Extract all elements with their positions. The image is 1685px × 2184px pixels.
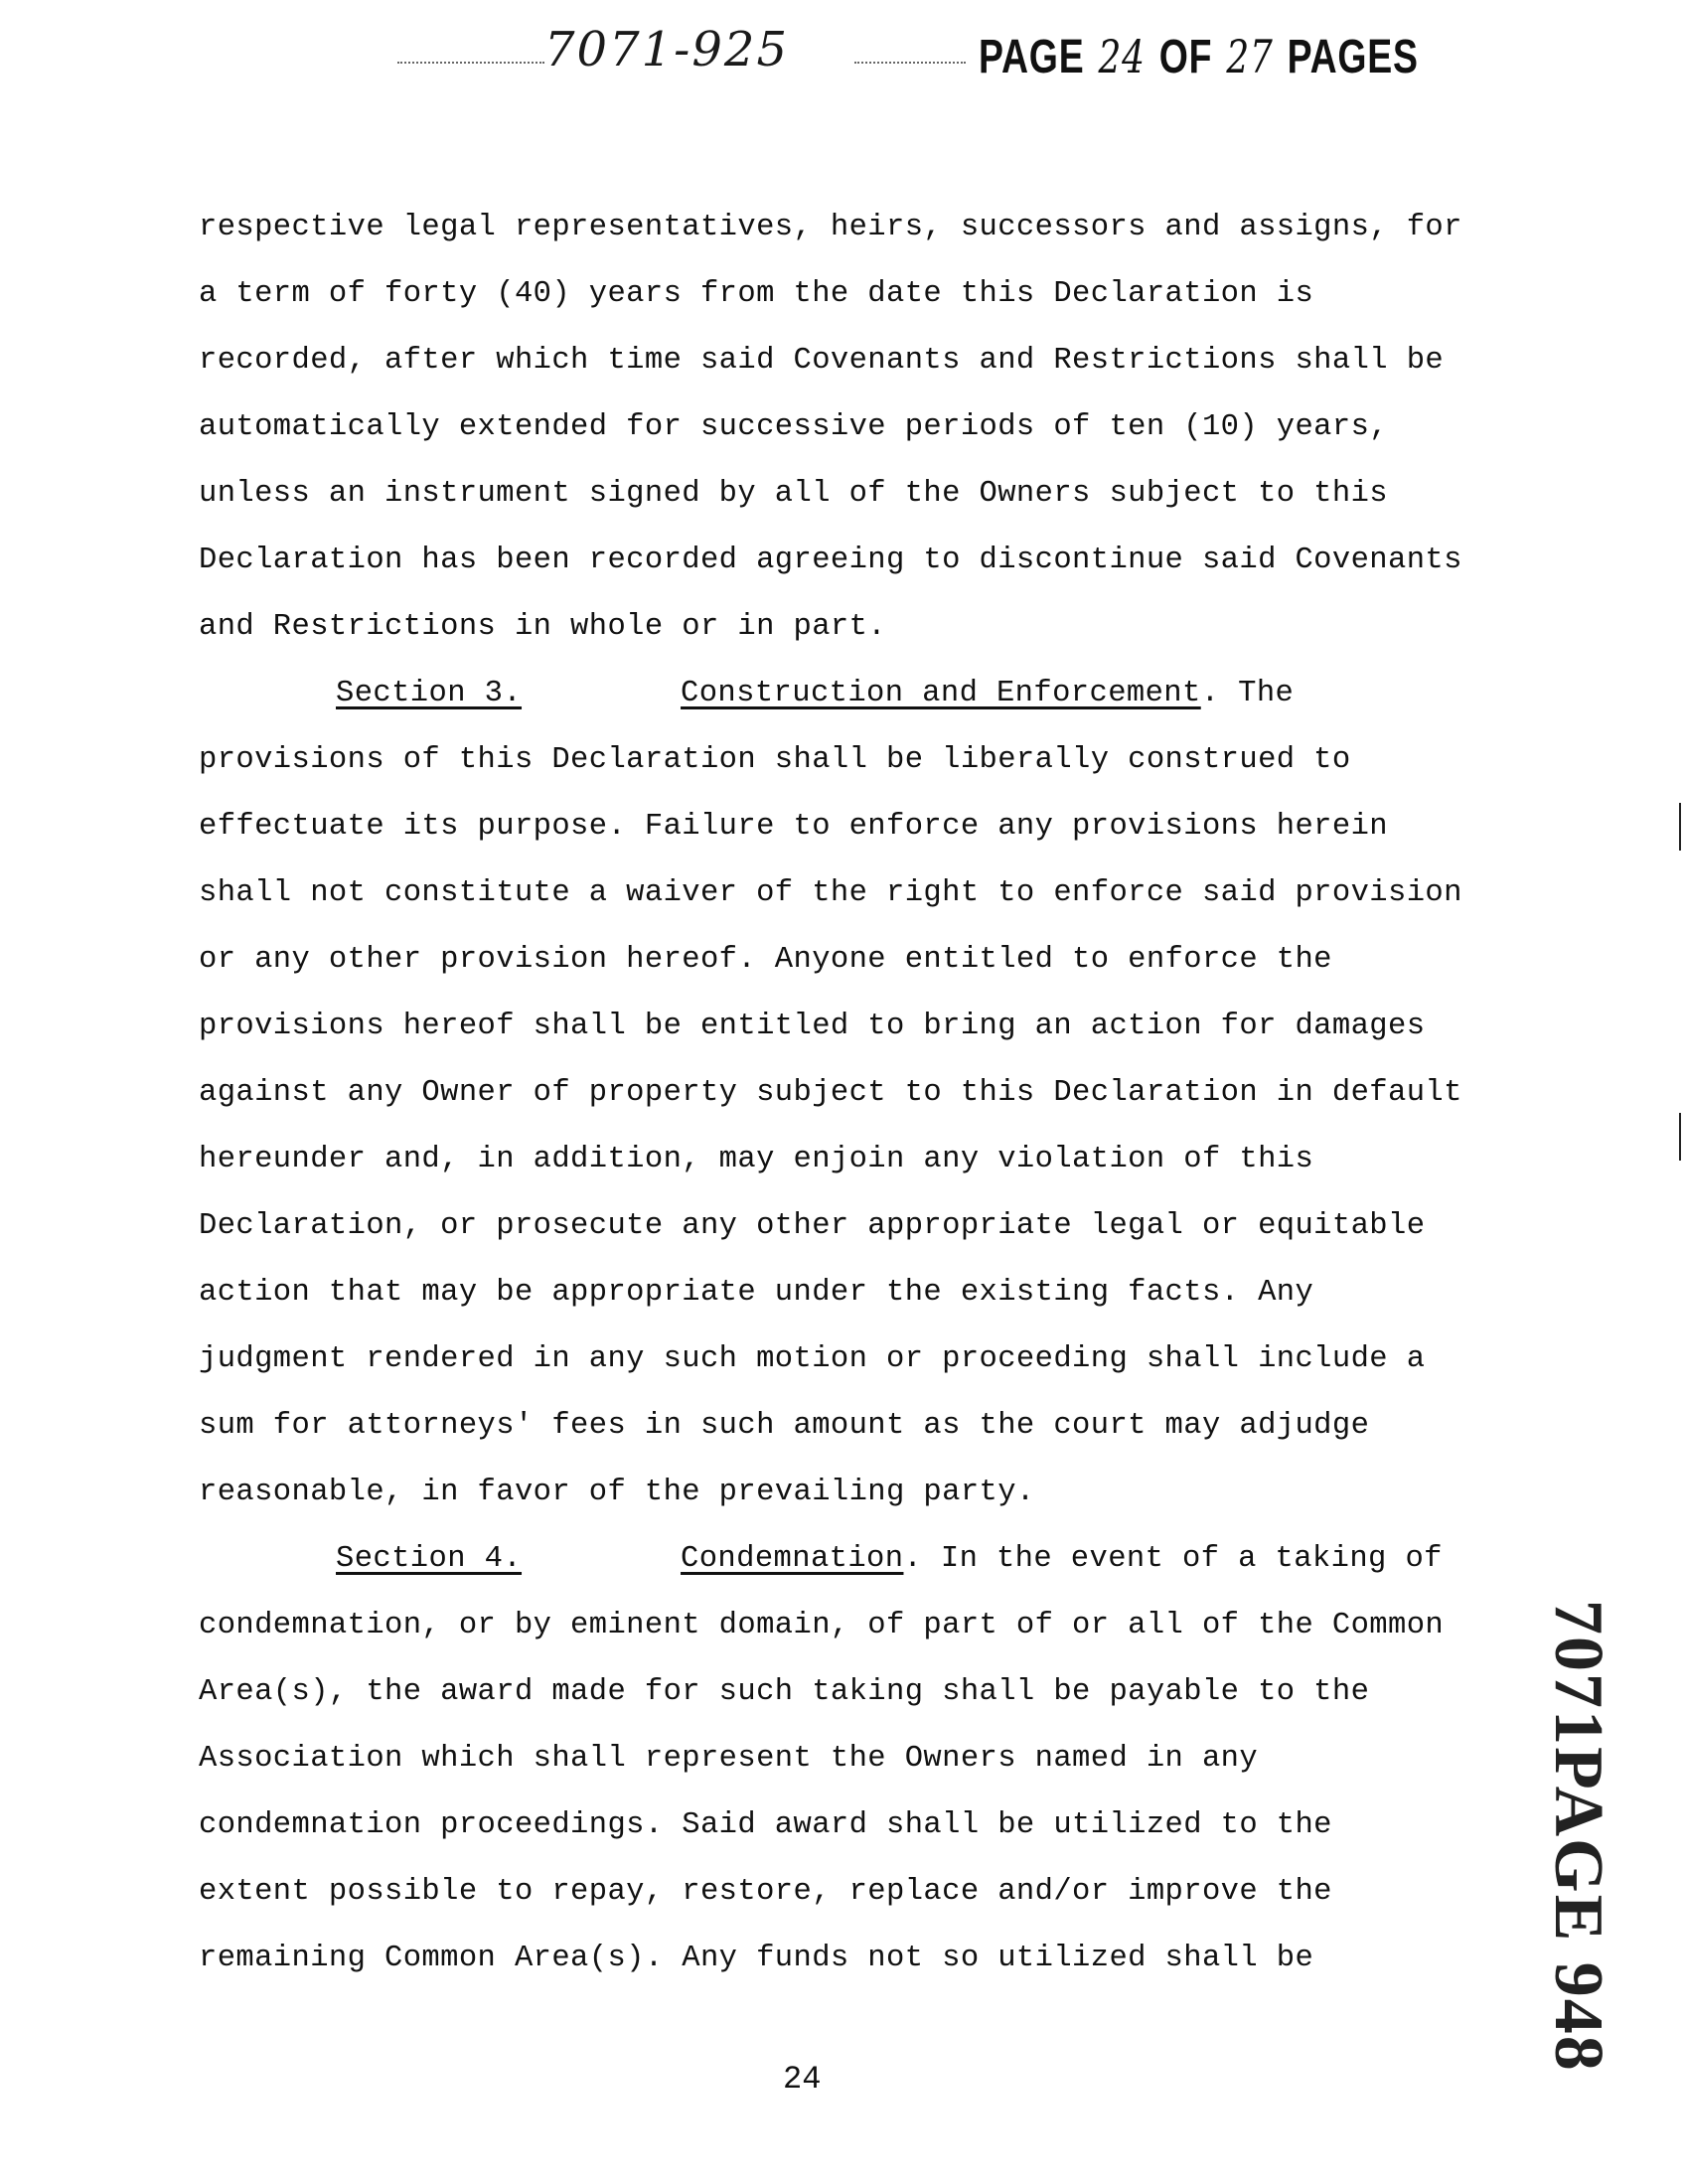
text-line: shall not constitute a waiver of the right to enforce said provision [199,876,1462,910]
text-line: condemnation proceedings. Said award shall be utilized to the [199,1808,1332,1842]
current-page-handwritten: 24 [1098,30,1146,83]
stamp-suffix: PAGES [1287,31,1419,83]
text-line: or any other provision hereof. Anyone entitled to enforce the [199,943,1332,977]
text-line: reasonable, in favor of the prevailing party. [199,1476,1035,1509]
text-line: Declaration, or prosecute any other appropriate legal or equitable [199,1209,1426,1243]
page-count-stamp [979,30,1419,84]
section-4-lead-text: . In the event of a taking of [903,1542,1443,1576]
text-line: provisions of this Declaration shall be liberally construed to [199,743,1351,777]
section-3-label: Section 3. [336,677,523,710]
text-line: recorded, after which time said Covenants and Restrictions shall be [199,344,1445,378]
section-3-heading-line [199,661,1570,727]
section-3-lead-text: . The [1200,677,1295,710]
stamp-prefix: PAGE [979,31,1085,83]
text-line: against any Owner of property subject to this Declaration in default [199,1076,1462,1110]
text-line: Association which shall represent the Owners named in any [199,1742,1259,1776]
section-4-heading-line [199,1526,1570,1593]
text-line: hereunder and, in addition, may enjoin any violation of this [199,1143,1314,1176]
text-line: action that may be appropriate under the existing facts. Any [199,1276,1314,1310]
text-line: and Restrictions in whole or in part. [199,610,887,644]
handwritten-reference-number: 7071-925 [544,22,789,78]
book-page-stamp-text: 7071PAGE 948 [1540,1600,1616,2073]
section-4-label: Section 4. [336,1542,523,1576]
text-line: condemnation, or by eminent domain, of part of or all of the Common [199,1609,1445,1642]
page-header [0,22,1685,91]
text-line: judgment rendered in any such motion or proceeding shall include a [199,1342,1426,1376]
text-line: Declaration has been recorded agreeing to discontinue said Covenants [199,544,1462,577]
text-line: provisions hereof shall be entitled to bring an action for damages [199,1010,1426,1043]
text-line: effectuate its purpose. Failure to enforce any provisions herein [199,810,1388,844]
section-4-title: Condemnation [681,1542,904,1576]
header-dotted-rule [854,62,966,64]
text-line: sum for attorneys' fees in such amount as the court may adjudge [199,1409,1370,1443]
scan-margin-mark [1679,1113,1681,1161]
scan-margin-mark [1679,803,1681,851]
total-pages-handwritten: 27 [1226,30,1274,83]
header-dotted-rule [397,62,544,64]
document-body [199,195,1570,1992]
page-number: 24 [783,2061,822,2098]
text-line: remaining Common Area(s). Any funds not so utilized shall be [199,1942,1314,1975]
section-3-title: Construction and Enforcement [681,677,1201,710]
text-line: Area(s), the award made for such taking shall be payable to the [199,1675,1370,1709]
text-line: unless an instrument signed by all of the Owners subject to this [199,477,1388,511]
text-line: a term of forty (40) years from the date this Declaration is [199,277,1314,311]
stamp-of: OF [1158,31,1213,83]
text-line: extent possible to repay, restore, replace and/or improve the [199,1875,1332,1909]
text-line: automatically extended for successive periods of ten (10) years, [199,410,1388,444]
text-line: respective legal representatives, heirs, successors and assigns, for [199,211,1462,244]
book-page-stamp [1498,1600,1617,2073]
